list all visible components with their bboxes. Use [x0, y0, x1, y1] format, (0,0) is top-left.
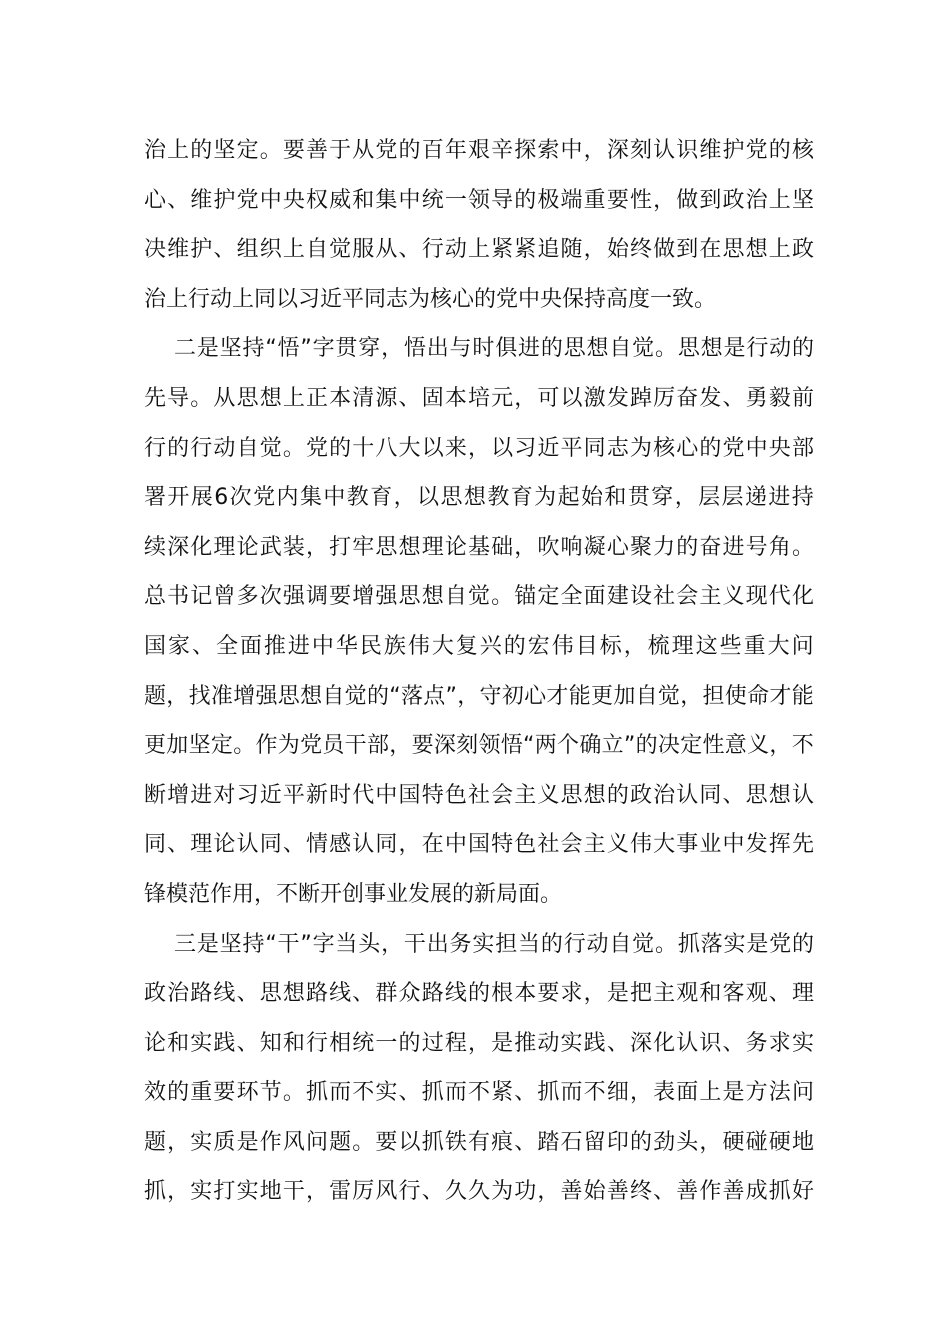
text-line: 国 家 、 全 面 推 进 中 华 民 族 伟 大 复 兴 的 宏 伟 目 标 ， 梳 理 这 些 重 大 问	[144, 633, 814, 659]
text-line: 题 ， 实 质 是 作 风 问 题 。 要 以 抓 铁 有 痕 、 踏 石 留 印 的 劲 头 ， 硬 碰 硬 地	[144, 1129, 814, 1155]
body-text	[144, 126, 814, 1217]
text-line: 同 、 理 论 认 同 、 情 感 认 同 ， 在 中 国 特 色 社 会 主 义 伟 大 事 业 中 发 挥 先	[144, 832, 814, 858]
text-line: 心 、 维 护 党 中 央 权 威 和 集 中 统 一 领 导 的 极 端 重 要 性 ， 做 到 政 治 上 坚	[144, 187, 814, 213]
text-line: 三 是 坚 持 “ 干 ” 字 当 头 ， 干 出 务 实 担 当 的 行 动 自 觉 。 抓 落 实 是 党 的	[174, 931, 814, 957]
text-line: 断 增 进 对 习 近 平 新 时 代 中 国 特 色 社 会 主 义 思 想 的 政 治 认 同 、 思 想 认	[144, 782, 814, 808]
text-line: 治上行动上同以习近平同志为核心的党中央保持高度一致。	[144, 286, 717, 312]
text-line: 治 上 的 坚 定 。 要 善 于 从 党 的 百 年 艰 辛 探 索 中 ， 深 刻 认 识 维 护 党 的 核	[144, 138, 814, 163]
text-line: 效 的 重 要 环 节 。 抓 而 不 实 、 抓 而 不 紧 、 抓 而 不 细 ， 表 面 上 是 方 法 问	[144, 1080, 814, 1106]
text-line: 决 维 护 、 组 织 上 自 觉 服 从 、 行 动 上 紧 紧 追 随 ， 始 终 做 到 在 思 想 上 政	[144, 237, 814, 263]
text-line: 锋模范作用，不断开创事业发展的新局面。	[144, 881, 563, 907]
text-line: 论 和 实 践 、 知 和 行 相 统 一 的 过 程 ， 是 推 动 实 践 、 深 化 认 识 、 务 求 实	[144, 1030, 814, 1056]
text-line: 二 是 坚 持 “ 悟 ” 字 贯 穿 ， 悟 出 与 时 俱 进 的 思 想 自 觉 。 思 想 是 行 动 的	[174, 336, 814, 362]
text-line: 行 的 行 动 自 觉 。 党 的 十 八 大 以 来 ， 以 习 近 平 同 志 为 核 心 的 党 中 央 部	[144, 435, 814, 461]
text-line: 抓 ， 实 打 实 地 干 ， 雷 厉 风 行 、 久 久 为 功 ， 善 始 善 终 、 善 作 善 成 抓 好	[144, 1179, 814, 1205]
text-line: 更 加 坚 定 。 作 为 党 员 干 部 ， 要 深 刻 领 悟 “ 两 个 确 立 ” 的 决 定 性 意 义 ， 不	[144, 733, 814, 759]
text-line: 续 深 化 理 论 武 装 ， 打 牢 思 想 理 论 基 础 ， 吹 响 凝 心 聚 力 的 奋 进 号 角 。	[144, 534, 814, 560]
text-line: 总 书 记 曾 多 次 强 调 要 增 强 思 想 自 觉 。 锚 定 全 面 建 设 社 会 主 义 现 代 化	[144, 584, 814, 610]
text-line: 题 ， 找 准 增 强 思 想 自 觉 的 “ 落 点 ” ， 守 初 心 才 能 更 加 自 觉 ， 担 使 命 才 能	[144, 683, 814, 709]
text-line: 政 治 路 线 、 思 想 路 线 、 群 众 路 线 的 根 本 要 求 ， 是 把 主 观 和 客 观 、 理	[144, 981, 814, 1007]
text-line: 先 导 。 从 思 想 上 正 本 清 源 、 固 本 培 元 ， 可 以 激 发 踔 厉 奋 发 、 勇 毅 前	[144, 385, 814, 411]
text-line: 署 开 展 6 次 党 内 集 中 教 育 ， 以 思 想 教 育 为 起 始 和 贯 穿 ， 层 层 递 进 持	[144, 485, 814, 511]
